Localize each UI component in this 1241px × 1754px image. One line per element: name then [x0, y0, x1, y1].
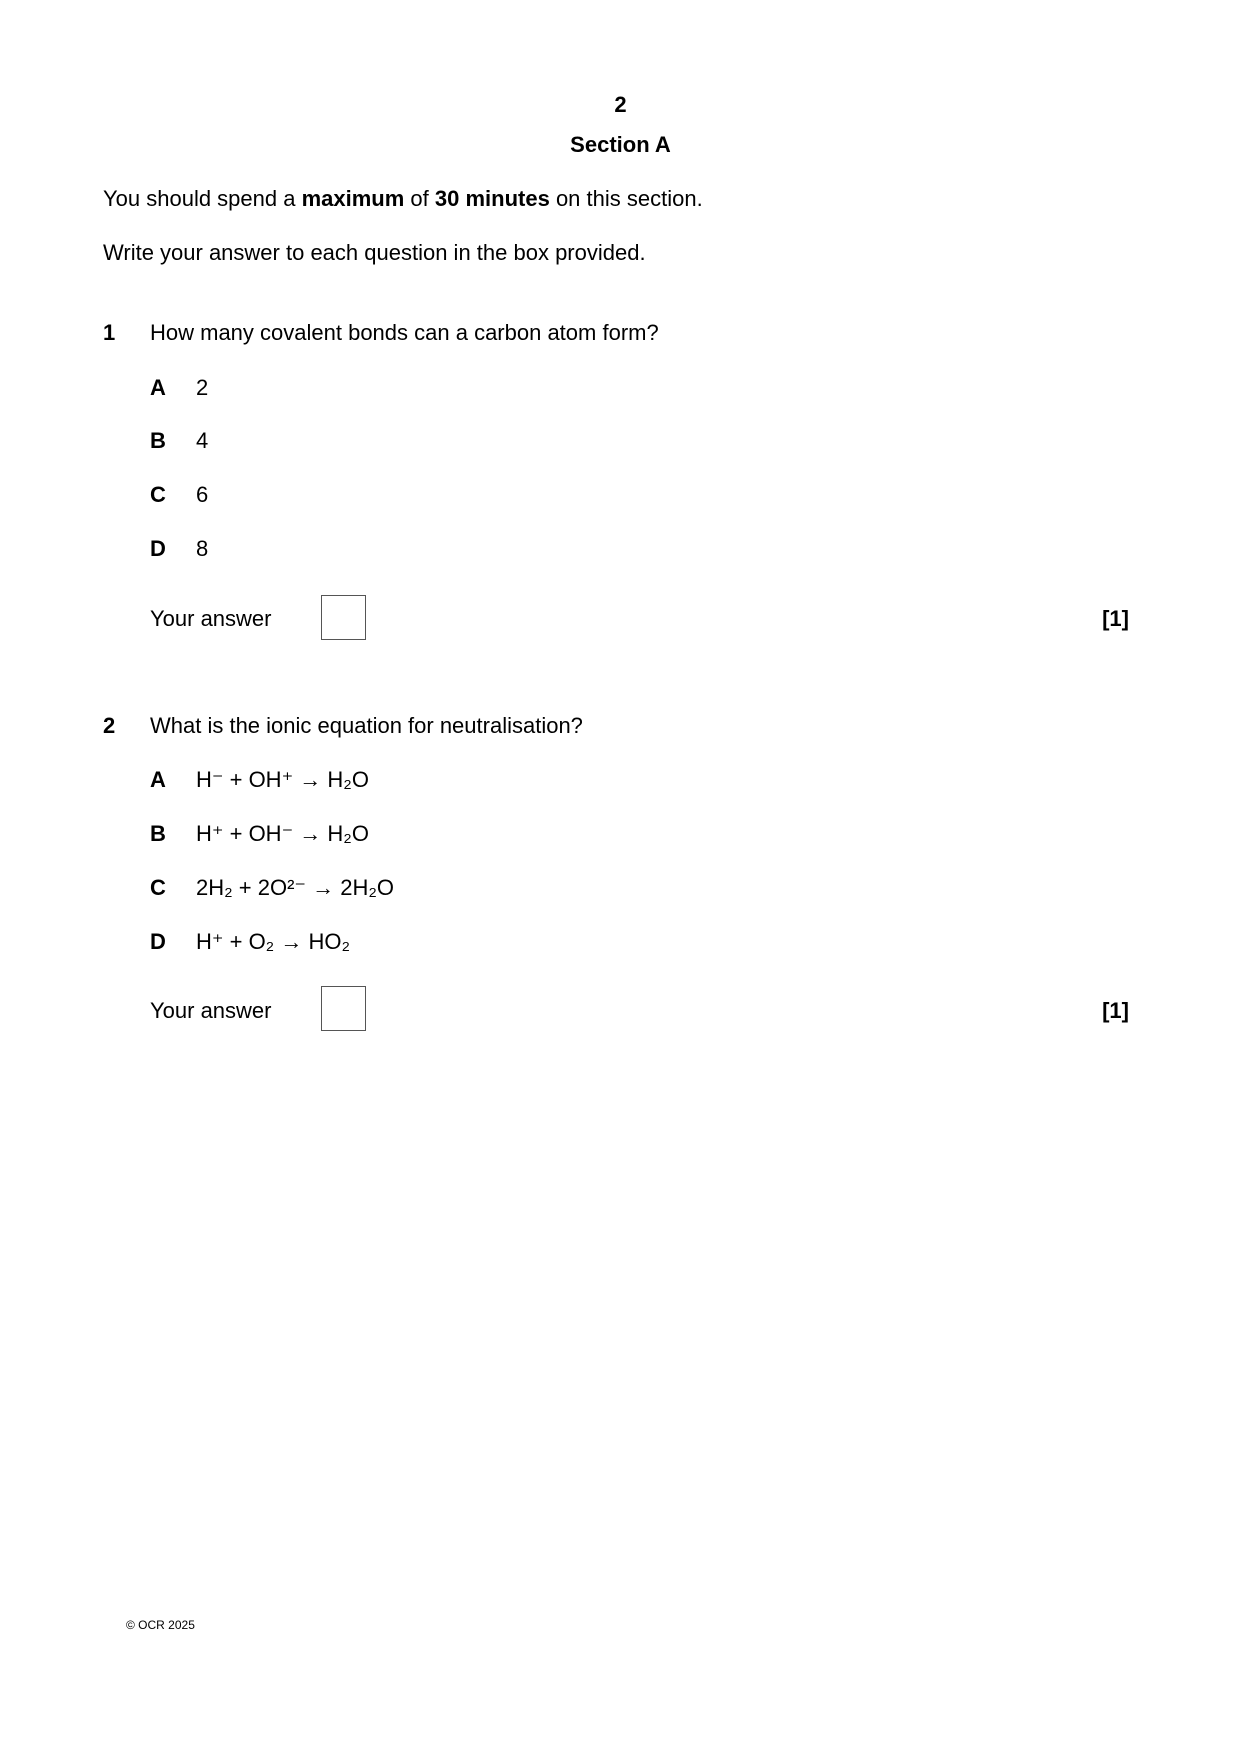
instruction-answer-box: Write your answer to each question in the box provided.: [103, 240, 646, 265]
instruction-time: [103, 186, 703, 212]
marks-label: [1]: [1102, 606, 1129, 631]
option-letter: D: [150, 536, 166, 561]
option-letter: C: [150, 482, 166, 507]
copyright-footer: © OCR 2025: [126, 1618, 195, 1632]
instruction-emphasis: maximum: [301, 186, 405, 211]
answer-box-q2[interactable]: [321, 986, 366, 1031]
page-number: 2: [614, 92, 627, 117]
question-text: What is the ionic equation for neutralisation?: [150, 713, 583, 738]
option-text: H⁻ + OH⁺ → H₂O: [196, 767, 369, 792]
option-letter: A: [150, 375, 166, 400]
option-text: H⁺ + OH⁻ → H₂O: [196, 821, 369, 846]
answer-label: Your answer: [150, 606, 272, 631]
option-text: 2H₂ + 2O²⁻ → 2H₂O: [196, 875, 395, 900]
question-text: How many covalent bonds can a carbon atom form?: [150, 320, 659, 345]
instruction-emphasis: 30 minutes: [434, 186, 550, 211]
instruction-text: on this section.: [549, 186, 703, 211]
option-letter: C: [150, 875, 166, 900]
option-text: 2: [196, 375, 209, 400]
instruction-text: of: [404, 186, 435, 211]
option-letter: D: [150, 929, 166, 954]
answer-box-q1[interactable]: [321, 595, 366, 640]
question-number: 1: [103, 320, 116, 345]
instruction-text: You should spend a: [103, 186, 302, 211]
option-letter: A: [150, 767, 166, 792]
section-title: Section A: [570, 132, 671, 157]
option-text: 8: [196, 536, 209, 561]
option-text: 4: [196, 428, 209, 453]
option-text: H⁺ + O₂ → HO₂: [196, 929, 350, 954]
marks-label: [1]: [1102, 998, 1129, 1023]
question-number: 2: [103, 713, 116, 738]
option-letter: B: [150, 821, 166, 846]
answer-label: Your answer: [150, 998, 272, 1023]
option-text: 6: [196, 482, 209, 507]
option-letter: B: [150, 428, 166, 453]
